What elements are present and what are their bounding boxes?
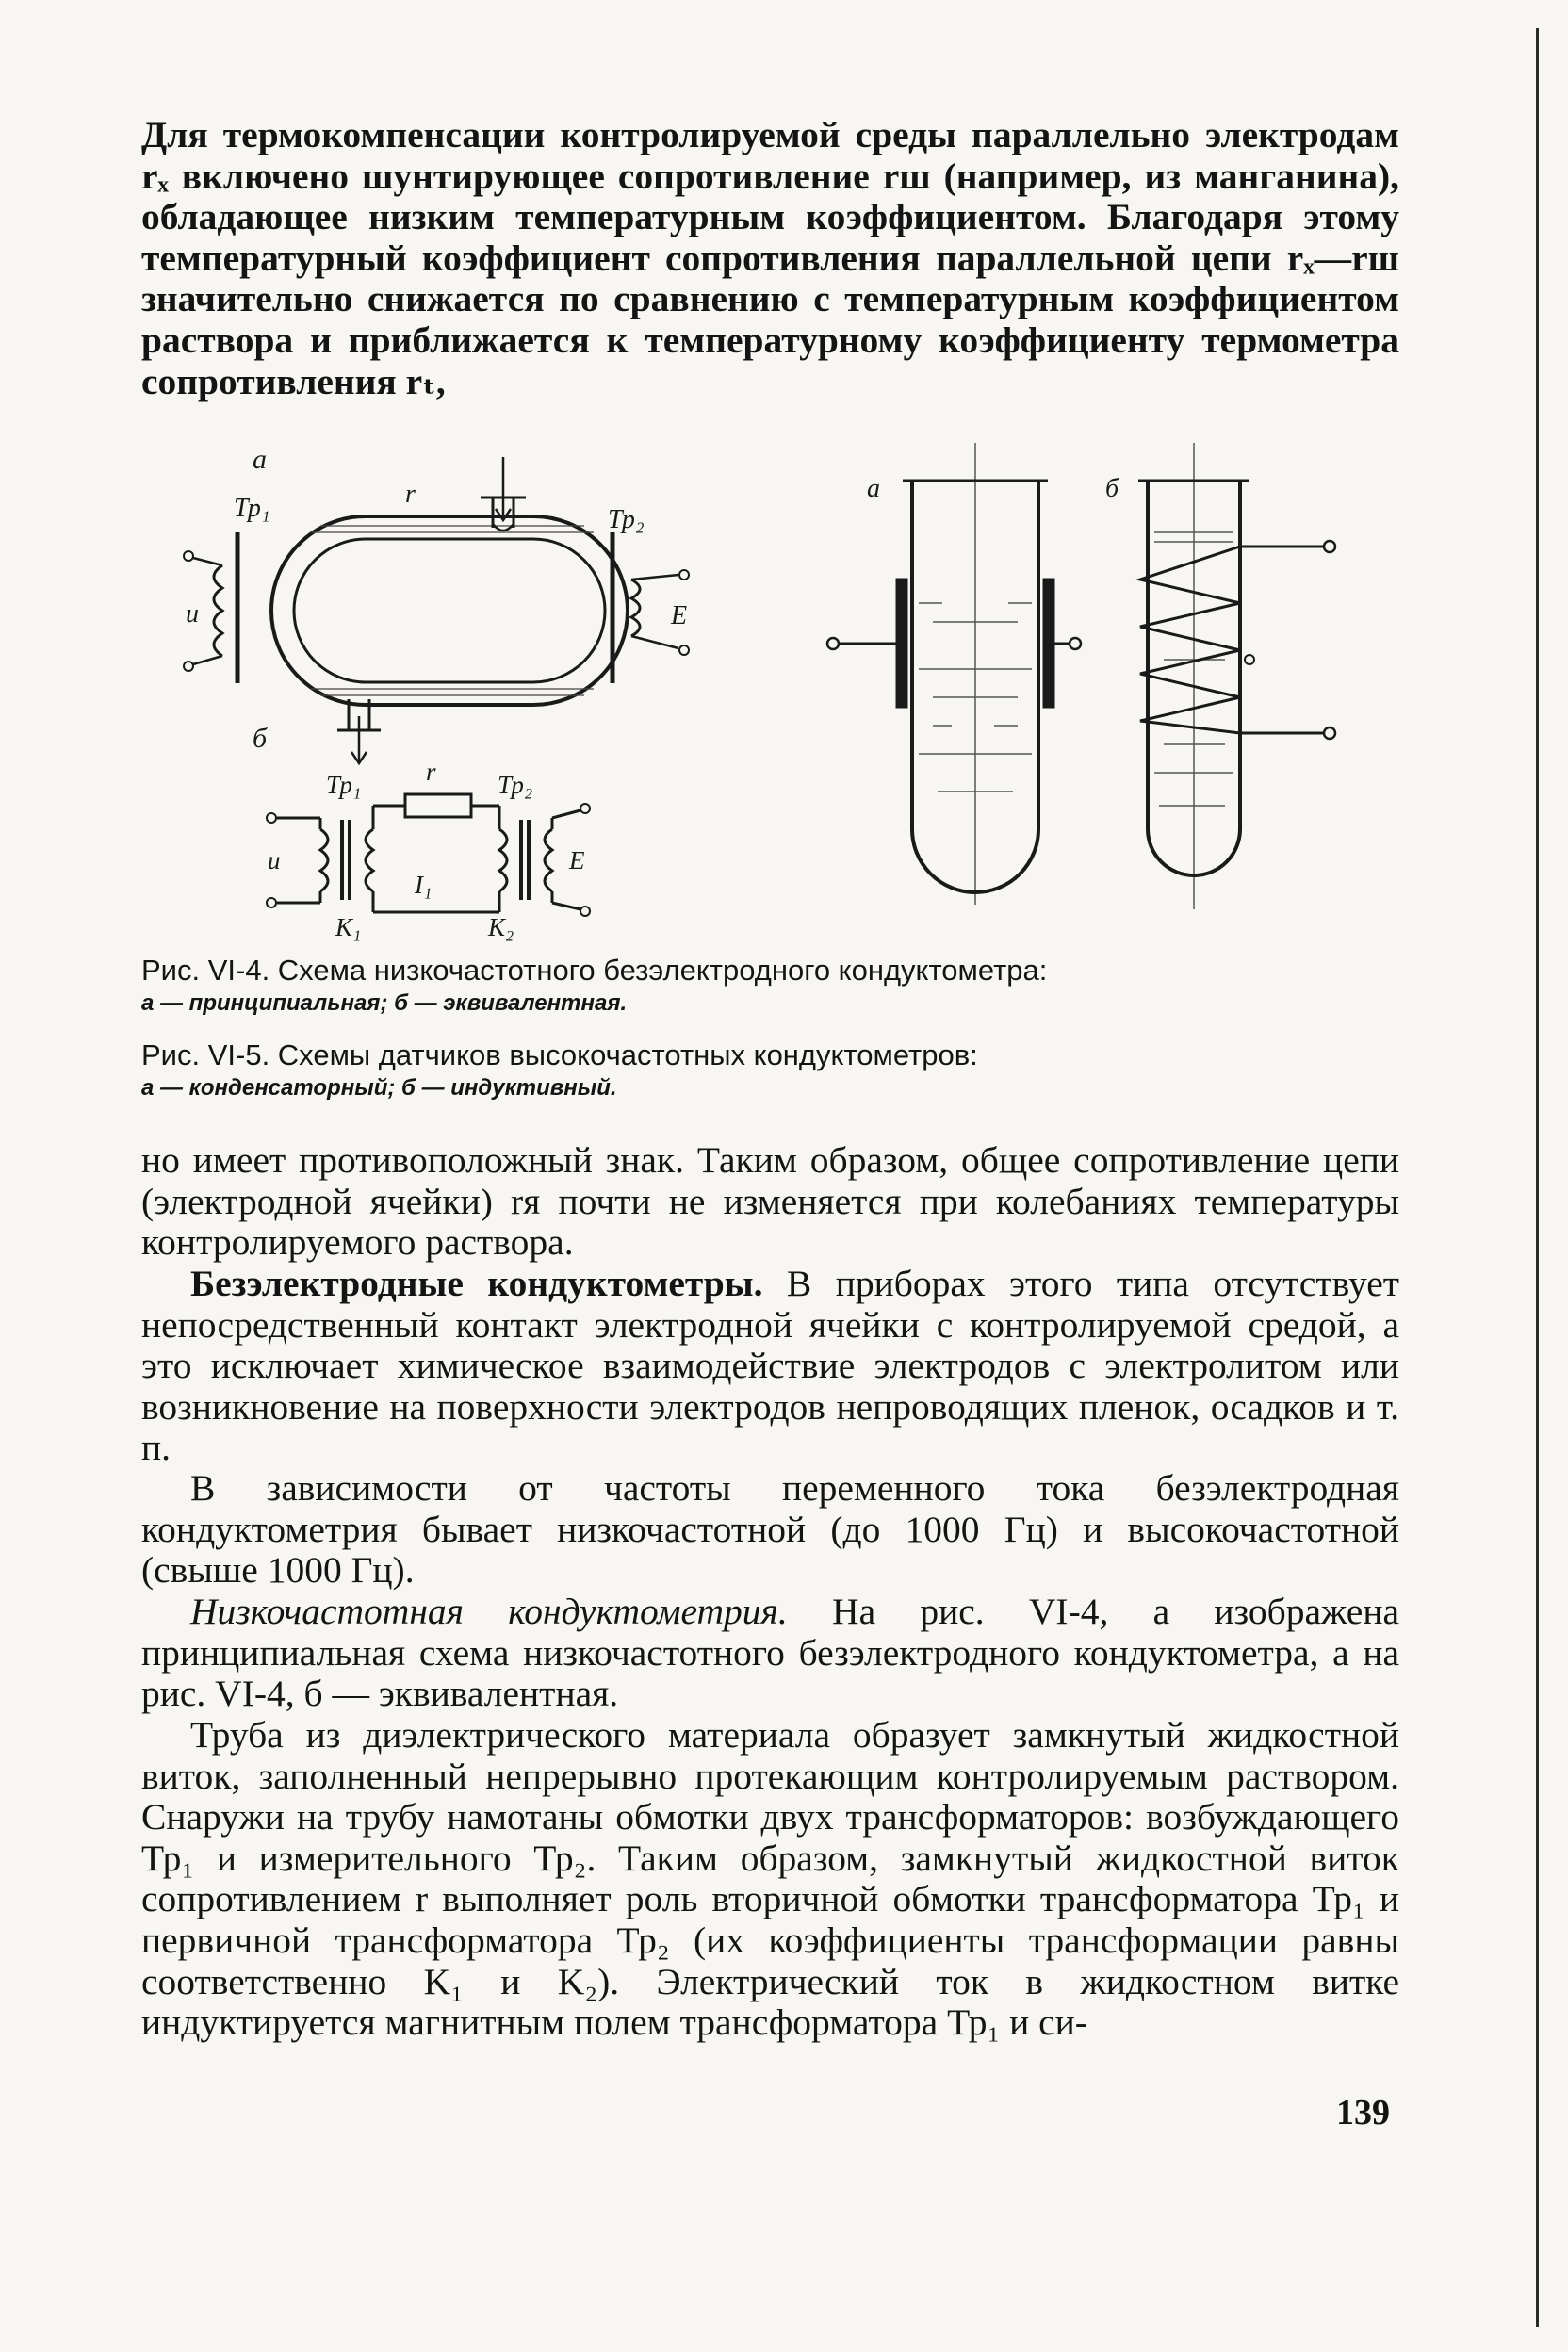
- paragraph-3-lead: Безэлектродные кондуктометры.: [190, 1263, 763, 1304]
- fig-vi4b-label-r: r: [426, 758, 436, 786]
- caption-fig-vi4-sub: а — принципиальная; б — эквивалентная.: [141, 990, 628, 1016]
- paragraph-frequency: В зависимости от частоты переменного тока безэлектродная кондуктометрия бывает низкочастотной (до 1000 Гц) и высокочастотной (свыше 1000 Гц).: [141, 1467, 1399, 1592]
- paragraph-3-text: В приборах этого типа отсутствует непосредственный контакт электродной ячейки с контролируемой средой, а это исключает химическое взаимодействие электродов с электролитом или возникновение на поверхности электродов непроводящих пленок, осадков и т. п.: [141, 1263, 1399, 1469]
- fig-vi4a-label-tr1: Тр₁: [234, 494, 270, 523]
- fig-vi4a-label-u: u: [186, 599, 199, 629]
- fig-vi5-label-a: а: [867, 474, 880, 503]
- fig-vi5-label-b: б: [1105, 474, 1119, 503]
- page-number: 139: [1336, 2093, 1390, 2132]
- fig-vi4-label-a: а: [253, 444, 267, 475]
- caption-fig-vi5-sub: а — конденсаторный; б — индуктивный.: [141, 1075, 617, 1101]
- fig-vi4a-label-tr2: Тр₂: [608, 505, 645, 534]
- paragraph-5-lead: Низкочастотная кондуктометрия.: [190, 1591, 788, 1632]
- caption-fig-vi4-title: Рис. VI-4. Схема низкочастотного безэлектродного кондуктометра:: [141, 954, 1048, 987]
- paragraph-5-text: На рис. VI-4, а изображена принципиальная схема низкочастотного безэлектродного кондуктометра, а на рис. VI-4, б — эквивалентная.: [141, 1591, 1399, 1715]
- paragraph-thermocompensation: Для термокомпенсации контролируемой среды параллельно электродам rₓ включено шунтирующее сопротивление rш (например, из манганина), обладающее низким температурным коэффициентом. Благодаря этому температурный коэффициент сопротивления параллельной цепи rₓ—rш значительно снижается по сравнению с температурным коэффициентом раствора и приближается к температурному коэффициенту термометра сопротивления rₜ,: [141, 114, 1399, 402]
- fig-vi4b-label-k1: К₁: [335, 913, 362, 941]
- paragraph-opposite-sign: но имеет противоположный знак. Таким образом, общее сопротивление цепи (электродной ячейки) rя почти не изменяется при колебаниях температуры контролируемого раствора.: [141, 1139, 1399, 1264]
- fig-vi4b-label-e: E: [569, 846, 585, 874]
- paragraph-electrodeless-conductometers: [141, 1264, 1399, 1469]
- fig-vi4a-label-r: r: [405, 480, 416, 509]
- caption-fig-vi4: [141, 952, 1253, 1018]
- caption-fig-vi5-title: Рис. VI-5. Схемы датчиков высокочастотных кондуктометров:: [141, 1038, 978, 1071]
- fig-vi4a-label-e: E: [671, 601, 688, 630]
- fig-vi4b-label-tr1: Тр₁: [326, 771, 362, 799]
- fig-vi5b-inductive-sensor: [1138, 443, 1335, 909]
- caption-fig-vi5: [141, 1037, 1253, 1102]
- fig-vi5a-capacitor-sensor: [827, 443, 1081, 905]
- fig-vi4-label-b: б: [253, 723, 268, 754]
- fig-vi4b-label-k2: К₂: [488, 913, 514, 941]
- fig-vi4b-label-tr2: Тр₂: [498, 771, 533, 799]
- fig-vi4b-label-i1: I₁: [415, 871, 433, 899]
- figures-vi4-vi5: [0, 0, 1568, 952]
- paragraph-dielectric-tube: Труба из диэлектрического материала образует замкнутый жидкостной виток, заполненный непрерывно протекающим контролируемым раствором. Снаружи на трубу намотаны обмотки двух трансформаторов: возбуждающего Тр₁ и измерительного Тр₂. Таким образом, замкнутый жидкостной виток сопротивлением r выполняет роль вторичной обмотки трансформатора Тр₁ и первичной трансформатора Тр₂ (их коэффициенты трансформации равны соответственно K₁ и K₂). Электрический ток в жидкостном витке индуктируется магнитным полем трансформатора Тр₁ и си-: [141, 1714, 1399, 2044]
- paragraph-low-frequency: [141, 1592, 1399, 1715]
- fig-vi4b-label-u: u: [268, 846, 281, 874]
